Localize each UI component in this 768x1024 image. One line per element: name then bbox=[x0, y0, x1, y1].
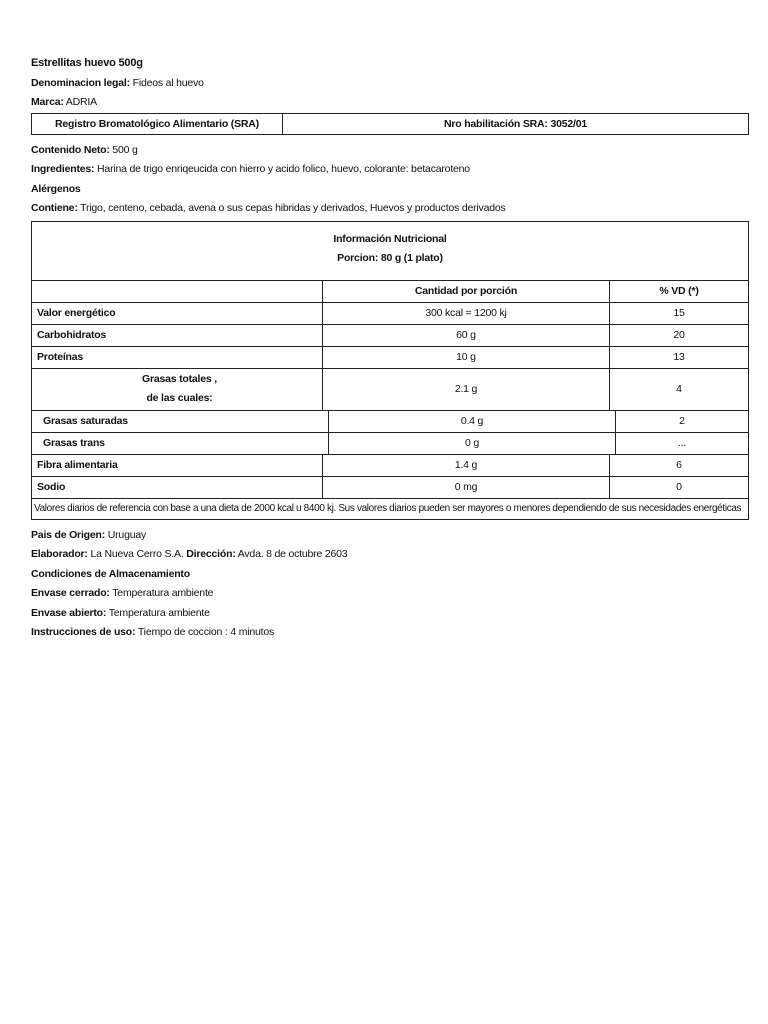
row-vd: 4 bbox=[676, 383, 682, 395]
row-name: Grasas trans bbox=[32, 433, 329, 454]
direccion-label: Dirección: bbox=[186, 548, 236, 560]
instrucciones-value: Tiempo de coccion : 4 minutos bbox=[137, 626, 275, 638]
row-amount: 1.4 g bbox=[323, 455, 610, 476]
elaborador-line bbox=[31, 545, 749, 565]
envase-cerrado-line bbox=[31, 584, 749, 604]
origen-value: Uruguay bbox=[107, 528, 147, 541]
marca-line bbox=[31, 93, 749, 113]
contiene-line bbox=[31, 199, 749, 219]
table-row bbox=[32, 347, 748, 369]
alergenos-heading: Alérgenos bbox=[31, 182, 81, 195]
row-vd: 13 bbox=[673, 351, 685, 363]
row-amount: 2.1 g bbox=[323, 369, 610, 410]
elaborador-value: La Nueva Cerro S.A. bbox=[90, 548, 184, 560]
row-amount: 0 mg bbox=[323, 477, 610, 498]
row-name-line1: Grasas totales , bbox=[141, 373, 217, 385]
row-name: Valor energético bbox=[32, 303, 323, 324]
denominacion-line bbox=[31, 74, 749, 94]
marca-value: ADRIA bbox=[65, 96, 97, 108]
table-row bbox=[32, 325, 748, 347]
row-amount: 10 g bbox=[323, 347, 610, 368]
product-sheet bbox=[31, 54, 749, 643]
row-vd: 20 bbox=[673, 329, 685, 341]
nutrition-column-headers bbox=[32, 281, 748, 303]
denominacion-value: Fideos al huevo bbox=[132, 76, 204, 89]
sra-table bbox=[31, 113, 749, 135]
row-vd: 15 bbox=[673, 307, 685, 319]
row-vd: 6 bbox=[676, 459, 682, 471]
col-vd-header: % VD (*) bbox=[659, 285, 699, 297]
row-vd: 2 bbox=[679, 415, 685, 427]
instrucciones-line bbox=[31, 623, 749, 643]
row-amount: 0.4 g bbox=[329, 411, 616, 432]
row-amount: 300 kcal = 1200 kj bbox=[323, 303, 610, 324]
nutrition-table bbox=[31, 221, 749, 520]
row-vd: 0 bbox=[676, 481, 682, 493]
origen-label: Pais de Origen: bbox=[31, 528, 106, 541]
table-row bbox=[32, 455, 748, 477]
table-row bbox=[32, 477, 748, 499]
contiene-value: Trigo, centeno, cebada, avena o sus cepas hibridas y derivados, Huevos y productos derivados bbox=[80, 202, 506, 214]
row-amount: 0 g bbox=[329, 433, 616, 454]
contenido-line bbox=[31, 141, 749, 161]
table-row bbox=[32, 433, 748, 455]
row-name bbox=[32, 369, 323, 410]
row-name: Proteínas bbox=[32, 347, 323, 368]
elaborador-label: Elaborador: bbox=[31, 548, 88, 560]
envase-abierto-line bbox=[31, 604, 749, 624]
row-name-line2: de las cuales: bbox=[146, 392, 213, 404]
sra-registro: Registro Bromatológico Alimentario (SRA) bbox=[32, 114, 283, 134]
marca-label: Marca: bbox=[31, 96, 64, 108]
ingredientes-label: Ingredientes: bbox=[31, 163, 95, 175]
nutrition-portion: Porcion: 80 g (1 plato) bbox=[337, 251, 443, 264]
nutrition-footnote: Valores diarios de referencia con base a una dieta de 2000 kcal u 8400 kj. Sus valores diarios pueden ser mayores o menores dependiendo de sus necesidades energéticas bbox=[34, 502, 742, 514]
row-name: Sodio bbox=[32, 477, 323, 498]
direccion-value: Avda. 8 de octubre 2603 bbox=[237, 548, 348, 560]
envase-cerrado-label: Envase cerrado: bbox=[31, 587, 110, 599]
envase-abierto-value: Temperatura ambiente bbox=[108, 606, 210, 619]
contenido-label: Contenido Neto: bbox=[31, 143, 110, 156]
ingredientes-line bbox=[31, 160, 749, 180]
col-amount-header: Cantidad por porción bbox=[323, 281, 610, 302]
origen-line bbox=[31, 526, 749, 546]
condiciones-heading: Condiciones de Almacenamiento bbox=[31, 567, 190, 580]
denominacion-label: Denominacion legal: bbox=[31, 76, 130, 89]
contenido-value: 500 g bbox=[112, 143, 138, 156]
row-vd: ... bbox=[677, 437, 687, 449]
instrucciones-label: Instrucciones de uso: bbox=[31, 626, 136, 638]
table-row bbox=[32, 411, 748, 433]
row-name: Fibra alimentaria bbox=[32, 455, 323, 476]
row-amount: 60 g bbox=[323, 325, 610, 346]
row-name: Grasas saturadas bbox=[32, 411, 329, 432]
contiene-label: Contiene: bbox=[31, 202, 78, 214]
ingredientes-value: Harina de trigo enriqeucida con hierro y acido folico, huevo, colorante: betacaroteno bbox=[97, 163, 470, 175]
sra-habilitacion: Nro habilitación SRA: 3052/01 bbox=[444, 117, 587, 130]
table-row bbox=[32, 303, 748, 325]
product-title: Estrellitas huevo 500g bbox=[31, 57, 143, 69]
nutrition-title: Información Nutricional bbox=[333, 232, 447, 245]
envase-abierto-label: Envase abierto: bbox=[31, 606, 107, 619]
row-name: Carbohidratos bbox=[32, 325, 323, 346]
nutrition-header bbox=[32, 230, 748, 281]
envase-cerrado-value: Temperatura ambiente bbox=[112, 587, 214, 599]
table-row bbox=[32, 369, 748, 411]
col-empty bbox=[32, 281, 323, 302]
